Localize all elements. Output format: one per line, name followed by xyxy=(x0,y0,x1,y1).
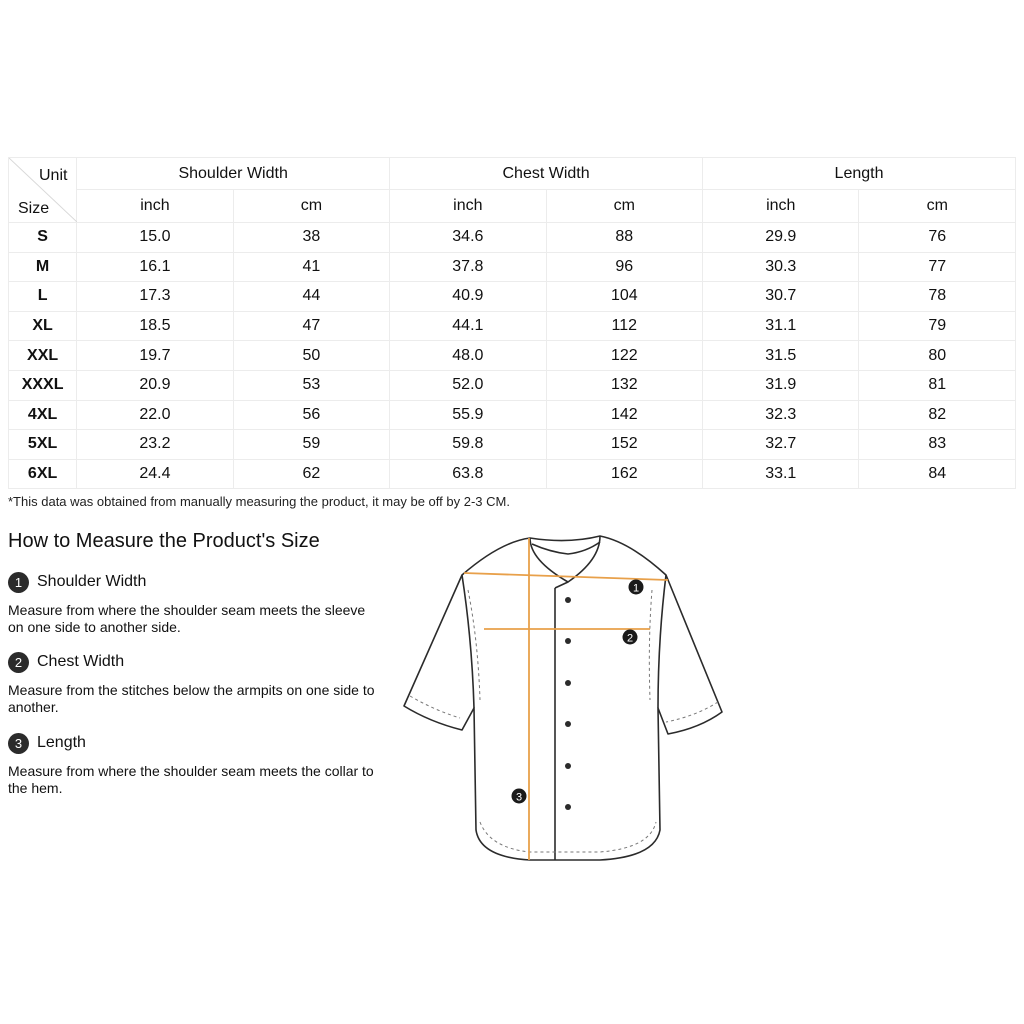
unit-header: inch xyxy=(77,190,233,223)
value-cell: 47 xyxy=(233,311,389,341)
step-description: Measure from where the shoulder seam meets the sleeve on one side to another side. xyxy=(8,602,366,635)
header-length: Length xyxy=(703,158,1016,190)
value-cell: 41 xyxy=(233,252,389,282)
value-cell: 132 xyxy=(546,370,702,400)
value-cell: 112 xyxy=(546,311,702,341)
value-cell: 78 xyxy=(859,282,1016,312)
size-cell: XXXL xyxy=(9,370,77,400)
table-row xyxy=(9,282,1016,312)
value-cell: 40.9 xyxy=(390,282,546,312)
value-cell: 19.7 xyxy=(77,341,233,371)
shirt-outline-icon xyxy=(404,536,722,860)
step-description: Measure from where the shoulder seam meets the collar to the hem. xyxy=(8,763,374,796)
size-cell: XL xyxy=(9,311,77,341)
shirt-measurement-diagram xyxy=(400,530,730,870)
value-cell: 44 xyxy=(233,282,389,312)
step-shoulder-width xyxy=(8,570,378,636)
unit-header: inch xyxy=(390,190,546,223)
value-cell: 38 xyxy=(233,223,389,253)
value-cell: 84 xyxy=(859,459,1016,489)
value-cell: 24.4 xyxy=(77,459,233,489)
value-cell: 142 xyxy=(546,400,702,430)
value-cell: 20.9 xyxy=(77,370,233,400)
value-cell: 33.1 xyxy=(703,459,859,489)
step-length xyxy=(8,731,378,797)
step-number-badge: 2 xyxy=(8,652,29,673)
step-title: Length xyxy=(37,734,86,751)
unit-header: inch xyxy=(703,190,859,223)
value-cell: 55.9 xyxy=(390,400,546,430)
step-number-badge: 1 xyxy=(8,572,29,593)
value-cell: 16.1 xyxy=(77,252,233,282)
table-row xyxy=(9,311,1016,341)
value-cell: 56 xyxy=(233,400,389,430)
value-cell: 30.7 xyxy=(703,282,859,312)
value-cell: 32.3 xyxy=(703,400,859,430)
table-row xyxy=(9,252,1016,282)
size-cell: 6XL xyxy=(9,459,77,489)
measure-markers xyxy=(512,580,644,804)
table-row xyxy=(9,370,1016,400)
value-cell: 82 xyxy=(859,400,1016,430)
unit-header: cm xyxy=(859,190,1016,223)
size-cell: 5XL xyxy=(9,430,77,460)
value-cell: 77 xyxy=(859,252,1016,282)
measure-guide-title: How to Measure the Product's Size xyxy=(8,530,320,552)
table-row xyxy=(9,341,1016,371)
size-cell: S xyxy=(9,223,77,253)
measurement-footnote: *This data was obtained from manually measuring the product, it may be off by 2-3 CM. xyxy=(8,494,510,509)
value-cell: 29.9 xyxy=(703,223,859,253)
unit-header: cm xyxy=(233,190,389,223)
value-cell: 152 xyxy=(546,430,702,460)
size-cell: 4XL xyxy=(9,400,77,430)
value-cell: 37.8 xyxy=(390,252,546,282)
marker-label: 2 xyxy=(626,632,634,645)
size-chart-table xyxy=(8,157,1016,489)
value-cell: 31.1 xyxy=(703,311,859,341)
value-cell: 162 xyxy=(546,459,702,489)
table-row xyxy=(9,400,1016,430)
value-cell: 83 xyxy=(859,430,1016,460)
marker-label: 3 xyxy=(515,791,523,804)
value-cell: 17.3 xyxy=(77,282,233,312)
step-description: Measure from the stitches below the armpits on one side to another. xyxy=(8,682,375,715)
value-cell: 52.0 xyxy=(390,370,546,400)
value-cell: 31.9 xyxy=(703,370,859,400)
value-cell: 122 xyxy=(546,341,702,371)
value-cell: 81 xyxy=(859,370,1016,400)
corner-unit-label: Unit xyxy=(39,167,68,184)
value-cell: 96 xyxy=(546,252,702,282)
unit-header: cm xyxy=(546,190,702,223)
value-cell: 44.1 xyxy=(390,311,546,341)
value-cell: 59 xyxy=(233,430,389,460)
size-cell: XXL xyxy=(9,341,77,371)
size-cell: L xyxy=(9,282,77,312)
value-cell: 23.2 xyxy=(77,430,233,460)
value-cell: 32.7 xyxy=(703,430,859,460)
value-cell: 53 xyxy=(233,370,389,400)
value-cell: 34.6 xyxy=(390,223,546,253)
table-row xyxy=(9,430,1016,460)
value-cell: 15.0 xyxy=(77,223,233,253)
value-cell: 30.3 xyxy=(703,252,859,282)
step-title: Shoulder Width xyxy=(37,573,147,590)
corner-size-label: Size xyxy=(18,200,50,217)
value-cell: 22.0 xyxy=(77,400,233,430)
table-row xyxy=(9,459,1016,489)
table-corner-cell xyxy=(9,158,77,223)
value-cell: 88 xyxy=(546,223,702,253)
value-cell: 31.5 xyxy=(703,341,859,371)
value-cell: 80 xyxy=(859,341,1016,371)
value-cell: 18.5 xyxy=(77,311,233,341)
marker-label: 1 xyxy=(632,582,640,595)
step-number-badge: 3 xyxy=(8,733,29,754)
value-cell: 63.8 xyxy=(390,459,546,489)
shoulder-width-line xyxy=(464,573,668,580)
size-cell: M xyxy=(9,252,77,282)
value-cell: 104 xyxy=(546,282,702,312)
value-cell: 79 xyxy=(859,311,1016,341)
value-cell: 76 xyxy=(859,223,1016,253)
value-cell: 59.8 xyxy=(390,430,546,460)
header-chest-width: Chest Width xyxy=(390,158,703,190)
table-row xyxy=(9,223,1016,253)
header-shoulder-width: Shoulder Width xyxy=(77,158,390,190)
step-title: Chest Width xyxy=(37,653,125,670)
value-cell: 48.0 xyxy=(390,341,546,371)
value-cell: 50 xyxy=(233,341,389,371)
step-chest-width xyxy=(8,650,378,716)
value-cell: 62 xyxy=(233,459,389,489)
